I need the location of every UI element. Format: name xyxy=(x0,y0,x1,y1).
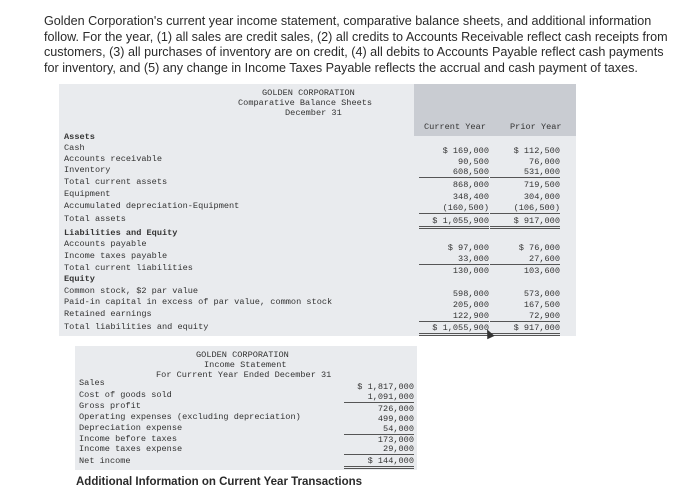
bs-current-accounts-payable: $ 97,000 xyxy=(447,243,489,253)
bs-prior-common-stock: 573,000 xyxy=(523,289,560,299)
bs-prior-total-assets: $ 917,000 xyxy=(490,216,560,229)
bs-current-total-current-liabilities: 130,000 xyxy=(452,266,489,276)
bs-prior-accounts-payable: $ 76,000 xyxy=(518,243,560,253)
bs-current-income-taxes-payable: 33,000 xyxy=(419,254,489,265)
bs-label-assets: Assets xyxy=(64,132,95,142)
bs-label-equipment: Equipment xyxy=(64,189,111,199)
bs-label-equity: Equity xyxy=(64,274,95,284)
bs-label-accum-depreciation: Accumulated depreciation-Equipment xyxy=(64,201,240,211)
bs-prior-accum-dep: (106,500) xyxy=(490,203,560,214)
is-label-sales: Sales xyxy=(79,378,105,388)
bs-label-inventory: Inventory xyxy=(64,165,111,175)
bs-prior-total-liabilities-equity: $ 917,000 xyxy=(490,323,560,336)
bs-label-total-current-liabilities: Total current liabilities xyxy=(64,263,193,273)
bs-prior-retained-earnings: 72,900 xyxy=(490,311,560,322)
bs-label-total-current-assets: Total current assets xyxy=(64,177,168,187)
is-value-operating-expenses: 499,000 xyxy=(377,414,414,424)
bs-current-retained-earnings: 122,900 xyxy=(419,311,489,322)
bs-label-accounts-payable: Accounts payable xyxy=(64,239,147,249)
is-value-net-income: $ 144,000 xyxy=(344,456,414,469)
is-label-income-before-taxes: Income before taxes xyxy=(79,434,177,444)
bs-prior-total-current-liabilities: 103,600 xyxy=(523,266,560,276)
bs-label-income-taxes-payable: Income taxes payable xyxy=(64,251,168,261)
income-statement-period: For Current Year Ended December 31 xyxy=(156,370,332,380)
bs-prior-cash: $ 112,500 xyxy=(513,146,560,156)
balance-sheet-company: GOLDEN CORPORATION xyxy=(262,88,355,98)
bs-prior-total-current-assets: 719,500 xyxy=(523,180,560,190)
col-header-current-year: Current Year xyxy=(424,122,486,132)
is-label-gross-profit: Gross profit xyxy=(79,401,141,411)
is-value-cogs: 1,091,000 xyxy=(344,392,414,403)
is-value-depreciation: 54,000 xyxy=(344,424,414,435)
bs-current-equipment: 348,400 xyxy=(452,192,489,202)
is-label-cogs: Cost of goods sold xyxy=(79,390,172,400)
bs-current-common-stock: 598,000 xyxy=(452,289,489,299)
bs-label-paid-in-capital: Paid-in capital in excess of par value, common stock xyxy=(64,297,333,307)
col-header-prior-year: Prior Year xyxy=(510,122,562,132)
additional-info-heading: Additional Information on Current Year Transactions xyxy=(76,476,363,488)
bs-label-total-assets: Total assets xyxy=(64,214,126,224)
income-statement-title: Income Statement xyxy=(204,360,287,370)
bs-prior-paid-in-capital: 167,500 xyxy=(523,300,560,310)
is-value-gross-profit: 726,000 xyxy=(377,404,414,414)
bs-prior-ar: 76,000 xyxy=(529,157,560,167)
bs-label-liabilities-equity: Liabilities and Equity xyxy=(64,228,178,238)
balance-sheet-date: December 31 xyxy=(285,108,342,118)
bs-prior-income-taxes-payable: 27,600 xyxy=(490,254,560,265)
is-label-net-income: Net income xyxy=(79,456,131,466)
bs-current-cash: $ 169,000 xyxy=(442,146,489,156)
bs-label-cash: Cash xyxy=(64,143,85,153)
bs-current-inventory: 608,500 xyxy=(419,167,489,178)
bs-label-common-stock: Common stock, $2 par value xyxy=(64,286,199,296)
balance-sheet-title: Comparative Balance Sheets xyxy=(238,98,373,108)
bs-current-total-current-assets: 868,000 xyxy=(452,180,489,190)
bs-current-total-assets: $ 1,055,900 xyxy=(419,216,489,229)
bs-current-ar: 90,500 xyxy=(458,157,489,167)
bs-label-total-liabilities-equity: Total liabilities and equity xyxy=(64,322,209,332)
is-label-depreciation: Depreciation expense xyxy=(79,423,183,433)
is-label-income-taxes-expense: Income taxes expense xyxy=(79,444,183,454)
bs-current-accum-dep: (160,500) xyxy=(419,203,489,214)
bs-current-total-liabilities-equity: $ 1,055,900 xyxy=(419,323,489,336)
bs-prior-equipment: 304,000 xyxy=(523,192,560,202)
is-value-income-before-taxes: 173,000 xyxy=(377,435,414,445)
intro-paragraph: Golden Corporation's current year income statement, comparative balance sheets, and additional information follow. For the year, (1) all sales are credit sales, (2) all credits to Accounts Receivable reflect cash receipts from customers, (3) all purchases of inventory are on credit, (4) all debits to Accounts Payable reflect cash payments for inventory, and (5) any change in Income Taxes Payable reflects the accrual and cash payment of taxes. xyxy=(44,14,668,75)
is-value-sales: $ 1,817,000 xyxy=(357,382,414,392)
is-label-operating-expenses: Operating expenses (excluding depreciation) xyxy=(79,412,301,422)
bs-label-accounts-receivable: Accounts receivable xyxy=(64,154,162,164)
income-statement-company: GOLDEN CORPORATION xyxy=(196,350,289,360)
bs-current-paid-in-capital: 205,000 xyxy=(452,300,489,310)
bs-prior-inventory: 531,000 xyxy=(490,167,560,178)
bs-label-retained-earnings: Retained earnings xyxy=(64,309,152,319)
is-value-income-taxes-expense: 29,000 xyxy=(344,444,414,455)
